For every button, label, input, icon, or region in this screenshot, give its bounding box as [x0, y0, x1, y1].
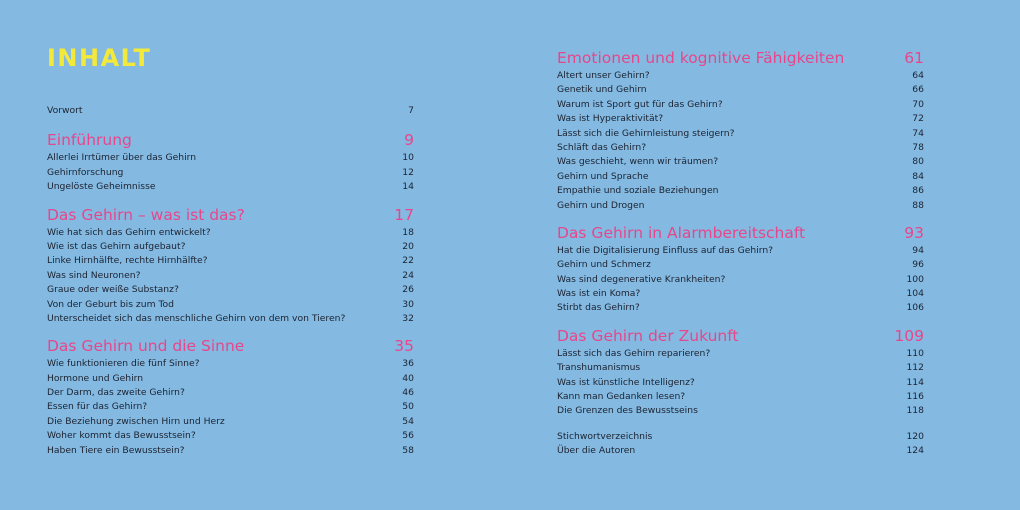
entry-label: Was sind Neuronen?: [47, 269, 141, 281]
toc-entry[interactable]: [557, 390, 924, 404]
entry-page: 100: [906, 273, 924, 285]
entry-label: Lässt sich das Gehirn reparieren?: [557, 347, 711, 359]
toc-entry[interactable]: [557, 184, 924, 198]
entry-page: 72: [912, 113, 924, 125]
toc-entry[interactable]: [47, 240, 414, 254]
chapter-heading[interactable]: [557, 326, 924, 347]
chapter-page: 93: [904, 223, 924, 242]
toc-entry[interactable]: [47, 254, 414, 268]
toc-entry[interactable]: [557, 347, 924, 361]
page-title: INHALT: [47, 44, 152, 72]
chapter-heading[interactable]: [47, 130, 414, 151]
entry-label: Wie hat sich das Gehirn entwickelt?: [47, 226, 211, 238]
toc-entry[interactable]: [557, 155, 924, 169]
toc-entry[interactable]: [47, 269, 414, 283]
toc-entry[interactable]: [557, 376, 924, 390]
entry-page: 70: [912, 98, 924, 110]
entry-page: 30: [402, 298, 414, 310]
toc-entry-authors[interactable]: [557, 444, 924, 458]
entry-page: 96: [912, 259, 924, 271]
toc-entry[interactable]: [557, 301, 924, 315]
entry-label: Altert unser Gehirn?: [557, 70, 650, 81]
toc-entry[interactable]: [557, 404, 924, 418]
entry-page: 36: [402, 358, 414, 370]
entry-page: 50: [402, 401, 414, 413]
entry-page: 120: [906, 430, 924, 442]
entry-page: 64: [912, 70, 924, 81]
toc-entry[interactable]: [557, 361, 924, 375]
entry-label: Hormone und Gehirn: [47, 372, 144, 384]
toc-entry[interactable]: [557, 141, 924, 155]
toc-entry[interactable]: [47, 312, 414, 326]
toc-entry[interactable]: [47, 372, 414, 386]
chapter-page: 35: [394, 337, 414, 356]
entry-page: 106: [906, 302, 924, 314]
entry-label: Kann man Gedanken lesen?: [557, 391, 686, 403]
entry-page: 22: [402, 255, 414, 267]
entry-page: 20: [402, 240, 414, 252]
toc-entry[interactable]: [47, 357, 414, 371]
toc-entry[interactable]: [47, 180, 414, 194]
entry-label: Vorwort: [47, 105, 83, 116]
entry-page: 56: [402, 430, 414, 442]
entry-page: 116: [906, 391, 924, 403]
chapter-page: 109: [894, 326, 924, 345]
toc-entry[interactable]: [557, 98, 924, 112]
entry-label: Was geschieht, wenn wir träumen?: [557, 156, 719, 168]
entry-page: 110: [906, 347, 924, 359]
chapter-page: 9: [404, 131, 414, 150]
toc-entry[interactable]: [557, 287, 924, 301]
entry-label: Der Darm, das zweite Gehirn?: [47, 387, 185, 399]
entry-label: Die Beziehung zwischen Hirn und Herz: [47, 415, 225, 427]
entry-label: Haben Tiere ein Bewusstsein?: [47, 444, 185, 456]
entry-page: 18: [402, 226, 414, 238]
entry-label: Warum ist Sport gut für das Gehirn?: [557, 98, 723, 110]
entry-label: Stirbt das Gehirn?: [557, 302, 640, 314]
toc-entry[interactable]: [557, 69, 924, 83]
toc-entry[interactable]: [47, 151, 414, 165]
entry-label: Gehirn und Sprache: [557, 170, 649, 182]
entry-label: Was ist Hyperaktivität?: [557, 113, 664, 125]
toc-entry[interactable]: [47, 283, 414, 297]
toc-entry[interactable]: [557, 170, 924, 184]
entry-page: 86: [912, 185, 924, 197]
entry-label: Gehirn und Drogen: [557, 199, 645, 211]
entry-label: Transhumanismus: [557, 362, 641, 374]
chapter-title: Das Gehirn und die Sinne: [47, 337, 245, 356]
toc-right-column: [557, 48, 924, 459]
toc-entry[interactable]: [47, 415, 414, 429]
entry-label: Linke Hirnhälfte, rechte Hirnhälfte?: [47, 255, 208, 267]
toc-entry[interactable]: [47, 226, 414, 240]
entry-page: 88: [912, 199, 924, 211]
toc-entry[interactable]: [47, 386, 414, 400]
toc-left-column: [47, 104, 414, 458]
toc-entry[interactable]: [47, 400, 414, 414]
entry-label: Unterscheidet sich das menschliche Gehirn von dem von Tieren?: [47, 312, 346, 324]
toc-entry[interactable]: [557, 244, 924, 258]
entry-label: Von der Geburt bis zum Tod: [47, 298, 174, 310]
entry-label: Die Grenzen des Bewusstseins: [557, 405, 698, 417]
entry-page: 46: [402, 387, 414, 399]
toc-entry[interactable]: [47, 444, 414, 458]
entry-label: Hat die Digitalisierung Einfluss auf das Gehirn?: [557, 244, 774, 256]
entry-page: 32: [402, 312, 414, 324]
chapter-heading[interactable]: [47, 205, 414, 226]
entry-label: Schläft das Gehirn?: [557, 141, 647, 153]
entry-label: Über die Autoren: [557, 445, 636, 457]
chapter-title: Emotionen und kognitive Fähigkeiten: [557, 49, 845, 67]
entry-label: Was ist ein Koma?: [557, 288, 641, 300]
entry-label: Wie funktionieren die fünf Sinne?: [47, 358, 200, 370]
chapter-title: Das Gehirn der Zukunft: [557, 326, 739, 345]
entry-label: Ungelöste Geheimnisse: [47, 181, 156, 193]
toc-entry[interactable]: [557, 112, 924, 126]
chapter-page: 17: [394, 205, 414, 224]
chapter-heading[interactable]: [557, 48, 924, 69]
entry-page: 124: [906, 445, 924, 457]
entry-label: Allerlei Irrtümer über das Gehirn: [47, 152, 197, 164]
entry-page: 14: [402, 181, 414, 193]
toc-entry-index[interactable]: [557, 430, 924, 444]
toc-entry[interactable]: [557, 83, 924, 97]
entry-page: 24: [402, 269, 414, 281]
entry-page: 84: [912, 170, 924, 182]
entry-page: 104: [906, 288, 924, 300]
entry-label: Gehirnforschung: [47, 166, 124, 178]
chapter-title: Das Gehirn in Alarmbereitschaft: [557, 223, 806, 242]
toc-entry[interactable]: [47, 298, 414, 312]
toc-entry[interactable]: [557, 127, 924, 141]
entry-label: Empathie und soziale Beziehungen: [557, 185, 719, 197]
entry-label: Essen für das Gehirn?: [47, 401, 148, 413]
entry-label: Was ist künstliche Intelligenz?: [557, 376, 695, 388]
entry-label: Lässt sich die Gehirnleistung steigern?: [557, 127, 735, 139]
toc-entry[interactable]: [557, 199, 924, 213]
entry-page: 114: [906, 376, 924, 388]
entry-page: 26: [402, 284, 414, 296]
entry-page: 58: [402, 444, 414, 456]
entry-page: 54: [402, 415, 414, 427]
entry-page: 78: [912, 141, 924, 153]
chapter-page: 61: [904, 49, 924, 67]
entry-page: 94: [912, 244, 924, 256]
entry-page: 7: [408, 105, 414, 116]
chapter-title: Einführung: [47, 131, 132, 150]
toc-entry[interactable]: [47, 166, 414, 180]
entry-page: 118: [906, 405, 924, 417]
entry-page: 74: [912, 127, 924, 139]
toc-entry[interactable]: [47, 429, 414, 443]
chapter-title: Das Gehirn – was ist das?: [47, 205, 245, 224]
entry-page: 10: [402, 152, 414, 164]
toc-entry[interactable]: [557, 273, 924, 287]
entry-label: Graue oder weiße Substanz?: [47, 284, 179, 296]
entry-page: 80: [912, 156, 924, 168]
entry-label: Was sind degenerative Krankheiten?: [557, 273, 726, 285]
entry-page: 12: [402, 166, 414, 178]
entry-label: Genetik und Gehirn: [557, 84, 647, 96]
chapter-heading[interactable]: [47, 336, 414, 357]
entry-page: 112: [906, 362, 924, 374]
entry-label: Gehirn und Schmerz: [557, 259, 651, 271]
chapter-heading[interactable]: [557, 223, 924, 244]
toc-entry-preface[interactable]: [47, 104, 414, 118]
entry-label: Stichwortverzeichnis: [557, 430, 653, 442]
entry-label: Wie ist das Gehirn aufgebaut?: [47, 240, 186, 252]
entry-page: 66: [912, 84, 924, 96]
entry-label: Woher kommt das Bewusstsein?: [47, 430, 196, 442]
toc-entry[interactable]: [557, 258, 924, 272]
entry-page: 40: [402, 372, 414, 384]
